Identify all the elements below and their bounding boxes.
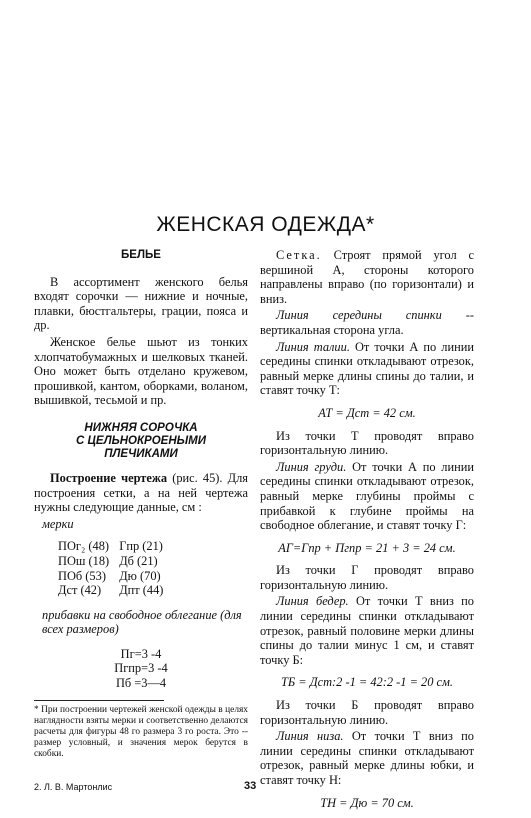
paragraph-assortment: В ассортимент женского белья входят сорочки — нижние и ночные, плавки, бюстгальтеры, грации, пояса и др.: [34, 274, 248, 333]
table-row: [58, 539, 173, 554]
table-row: [58, 569, 173, 584]
paragraph-hip-line: [260, 594, 474, 667]
paragraph-g-horizontal: Из точки Г проводят вправо горизонтальную линию.: [260, 563, 474, 592]
back-center-line-run-in: Линия середины спинки: [276, 308, 442, 323]
paragraph-back-center-line: [260, 308, 474, 337]
measurement-cell: ПОб (53): [58, 568, 106, 583]
measurements-label: мерки: [42, 516, 74, 531]
footnote: * При построении чертежей женской одежды в целях наглядности взяты мерки и соответственно делаются расчеты для фигуры 48 го размера 3 го роста. Это -- размер условный, и значения мерок берутся в скобки.: [34, 705, 248, 759]
page-title: ЖЕНСКАЯ ОДЕЖДА*: [156, 213, 375, 236]
measurement-cell: Дю (70): [119, 568, 161, 583]
subsection-heading-line3: ПЛЕЧИКАМИ: [104, 447, 178, 460]
measurements-table: [58, 539, 173, 597]
measurement-cell: Дпт (44): [119, 583, 164, 598]
table-row: [58, 583, 173, 598]
subsection-heading: [34, 422, 248, 461]
paragraph-hem-line: [260, 729, 474, 787]
measurement-cell: Гпр (21): [119, 539, 163, 554]
construction-text: (рис. 45). Для построения сетки, а на ней чертежа нужны следующие данные, см :: [34, 470, 248, 515]
back-center-line-text: -- вертикальная сторона угла.: [260, 308, 474, 337]
measurement-cell: ПОш (18): [58, 553, 110, 568]
subsection-heading-line1: НИЖНЯЯ СОРОЧКА: [84, 421, 198, 434]
construction-run-in: Построение чертежа: [50, 470, 168, 485]
subsection-heading-line2: С ЦЕЛЬНОКРОЕНЫМИ: [76, 434, 206, 447]
hem-line-text: От точки Т вниз по линии середины спинки откладывают отрезок, равный мерке длины юбки, и ставят точку Н:: [260, 729, 475, 787]
measurement-cell: ПОг₂ (48): [58, 539, 110, 554]
hip-line-run-in: Линия бедер.: [276, 594, 349, 609]
paragraph-b-horizontal: Из точки Б проводят вправо горизонтальную линию.: [260, 698, 474, 727]
grid-run-in: Сетка.: [276, 248, 322, 262]
allowance-item: Пг=3 -4: [120, 646, 162, 661]
allowances-label: прибавки на свободное облегание (для всех размеров): [42, 607, 242, 637]
printer-signature: 2. Л. В. Мартонлис: [34, 782, 113, 792]
chest-line-run-in: Линия груди.: [276, 459, 347, 474]
section-heading: БЕЛЬЕ: [121, 249, 161, 261]
allowance-item: Пгпр=3 -4: [114, 661, 168, 676]
measurement-cell: Дст (42): [58, 583, 102, 598]
formula-tb: ТБ = Дст:2 -1 = 42:2 -1 = 20 см.: [280, 675, 454, 690]
hip-line-text: От точки Т вниз по линии середины спинки откладывают отрезок, равный половине мерки длины спины до талии минус 1 см, и ставят точку Б:: [260, 594, 474, 667]
formula-at: АТ = Дст = 42 см.: [318, 405, 416, 420]
table-row: [58, 554, 173, 569]
formula-ag: АГ=Гпр + Пгпр = 21 + 3 = 24 см.: [278, 540, 456, 555]
page-number: 33: [244, 780, 257, 792]
allowance-item: Пб =3—4: [115, 676, 167, 691]
right-column: [260, 248, 474, 818]
left-column: [34, 248, 248, 691]
chest-line-text: От точки А по линии середины спинки откладывают отрезок, равный мерке глубины проймы с прибавкой к глубине проймы на свободное облегание, и ставят точку Г:: [260, 459, 474, 533]
allowances-list: [34, 647, 248, 691]
paragraph-chest-line: [260, 460, 474, 533]
grid-text: Строят прямой угол с вершиной А, стороны которого направлены вправо (по горизонтали) и вниз.: [260, 248, 474, 306]
paragraph-grid: [260, 248, 474, 306]
waist-line-run-in: Линия талии.: [276, 339, 350, 354]
hem-line-run-in: Линия низа.: [276, 729, 344, 744]
measurement-cell: Дб (21): [119, 553, 158, 568]
footnote-divider: [34, 700, 164, 701]
formula-tn: ТН = Дю = 70 см.: [320, 795, 414, 810]
paragraph-construction: [34, 471, 248, 515]
waist-line-text: От точки А по линии середины спинки откладывают отрезок, равный мерке длины спины до талии, и ставят точку Т:: [260, 339, 474, 398]
paragraph-fabrics: Женское белье шьют из тонких хлопчатобумажных и шелковых тканей. Оно может быть отделано кружевом, прошивкой, кантом, оборками, воланом, вышивкой, тесьмой и пр.: [34, 334, 248, 408]
paragraph-t-horizontal: Из точки Т проводят вправо горизонтальную линию.: [260, 428, 474, 458]
paragraph-waist-line: [260, 340, 474, 398]
